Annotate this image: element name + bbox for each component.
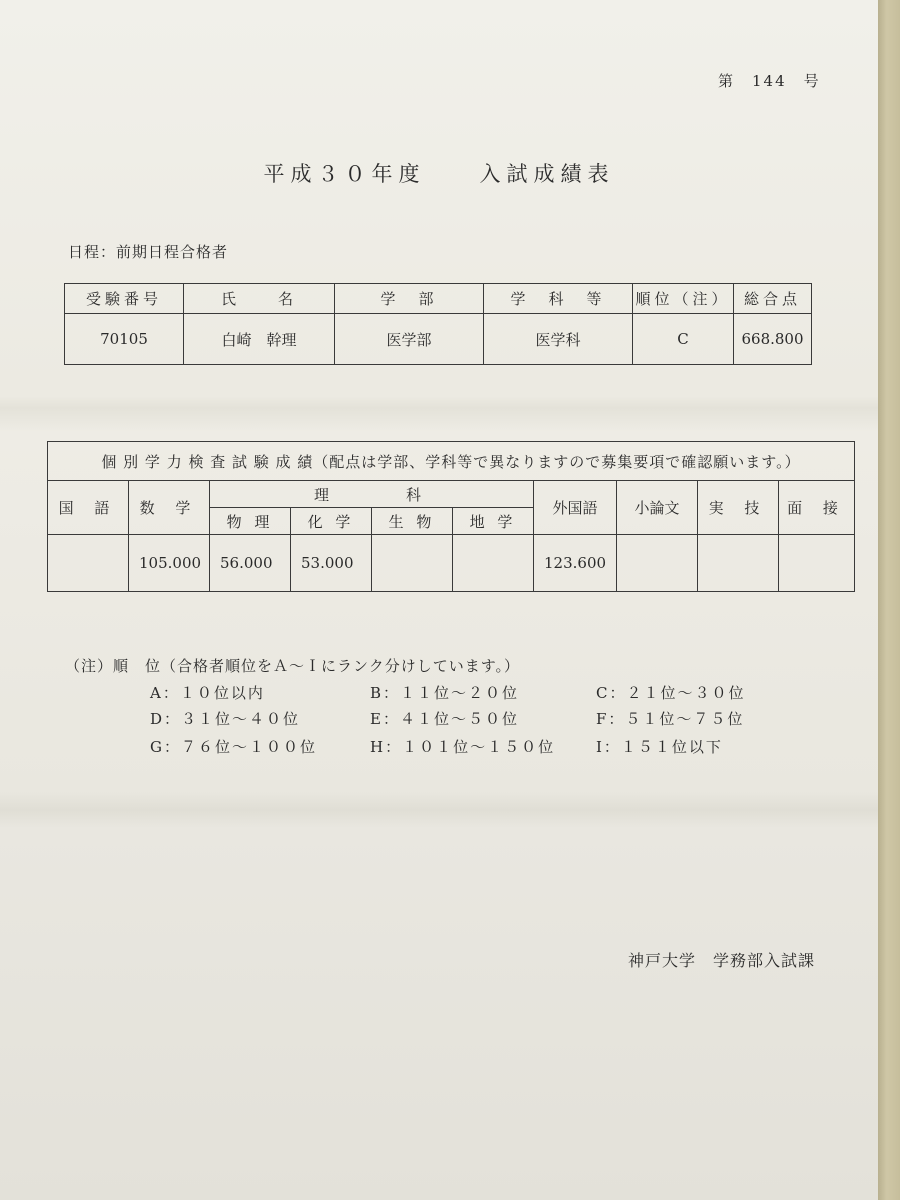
rank-i: I：１５１位以下 [596,738,723,756]
header-total-score: 総合点 [734,284,812,314]
rank-c: C：２１位～３０位 [596,684,746,702]
score-value-row [48,535,855,592]
rank-a: A：１０位以内 [150,684,265,702]
header-kagaku: 化 学 [291,508,372,535]
header-gaikokugo: 外国語 [534,481,617,535]
header-department: 学 科 等 [484,284,633,314]
score-chigaku [453,535,534,592]
rank-b: B：１１位～２０位 [370,684,520,702]
department: 医学科 [484,314,633,365]
header-rank: 順位（注） [633,284,734,314]
score-shoronbun [617,535,698,592]
table-surface [878,0,900,1200]
score-table-caption: 個 別 学 力 検 査 試 験 成 績（配点は学部、学科等で異なりますので募集要項で確認願います。） [48,442,855,481]
score-sugaku: 105.000 [129,535,210,592]
score-kokugo [48,535,129,592]
applicant-table [64,283,812,365]
faculty: 医学部 [335,314,484,365]
header-jitsugi: 実 技 [698,481,779,535]
rank-h: H：１０１位～１５０位 [370,738,556,756]
score-mensetsu [779,535,855,592]
header-faculty: 学 部 [335,284,484,314]
rank-e: E：４１位～５０位 [370,710,519,728]
score-table [47,441,855,592]
exam-number: 70105 [65,314,184,365]
issuing-office: 神戸大学 学務部入試課 [628,951,816,970]
score-butsuri: 56.000 [210,535,291,592]
serial-number: 第 144 号 [718,72,821,90]
score-seibutsu [372,535,453,592]
rank-g: G：７６位～１００位 [150,738,317,756]
total-score: 668.800 [734,314,812,365]
rank-note: （注）順 位（合格者順位をＡ～Ｉにランク分けしています。） [65,657,521,675]
header-seibutsu: 生 物 [372,508,453,535]
schedule-label: 日程：前期日程合格者 [68,243,229,261]
rank-f: F：５１位～７５位 [596,710,745,728]
header-mensetsu: 面 接 [779,481,855,535]
header-chigaku: 地 学 [453,508,534,535]
header-exam-number: 受験番号 [65,284,184,314]
score-header-row [48,481,855,508]
score-kagaku: 53.000 [291,535,372,592]
score-caption-row [48,442,855,481]
header-name: 氏 名 [184,284,335,314]
score-jitsugi [698,535,779,592]
score-gaikokugo: 123.600 [534,535,617,592]
rank: C [633,314,734,365]
header-butsuri: 物 理 [210,508,291,535]
header-rika: 理 科 [210,481,534,508]
header-sugaku: 数 学 [129,481,210,535]
applicant-name: 白崎 幹理 [184,314,335,365]
header-shoronbun: 小論文 [617,481,698,535]
applicant-header-row [65,284,812,314]
rank-d: D：３１位～４０位 [150,710,301,728]
applicant-value-row [65,314,812,365]
header-kokugo: 国 語 [48,481,129,535]
document-title: 平成３０年度 入試成績表 [263,162,615,186]
